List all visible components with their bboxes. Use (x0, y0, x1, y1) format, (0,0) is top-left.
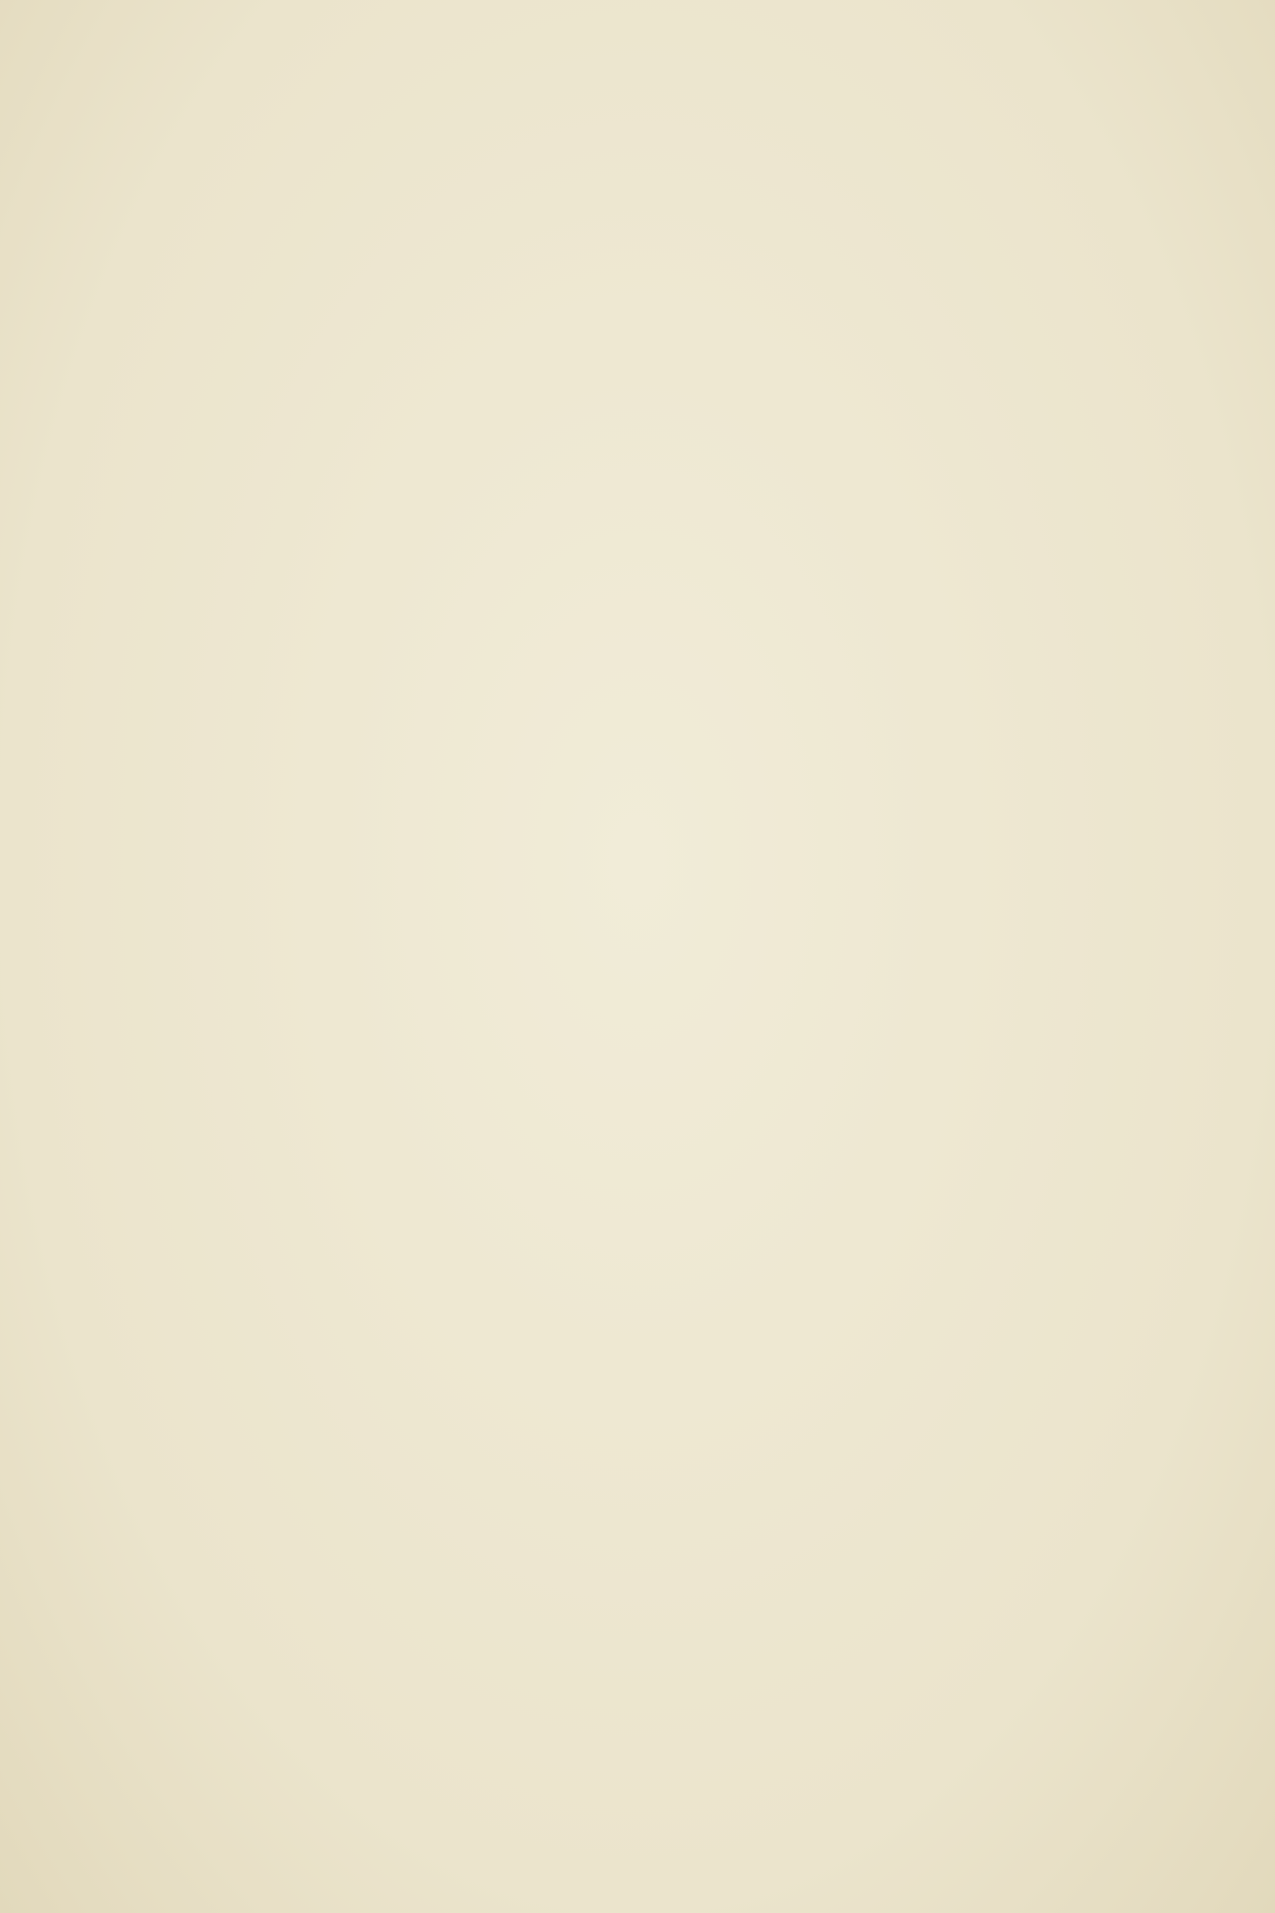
bleed-through-text (880, 120, 1260, 1780)
